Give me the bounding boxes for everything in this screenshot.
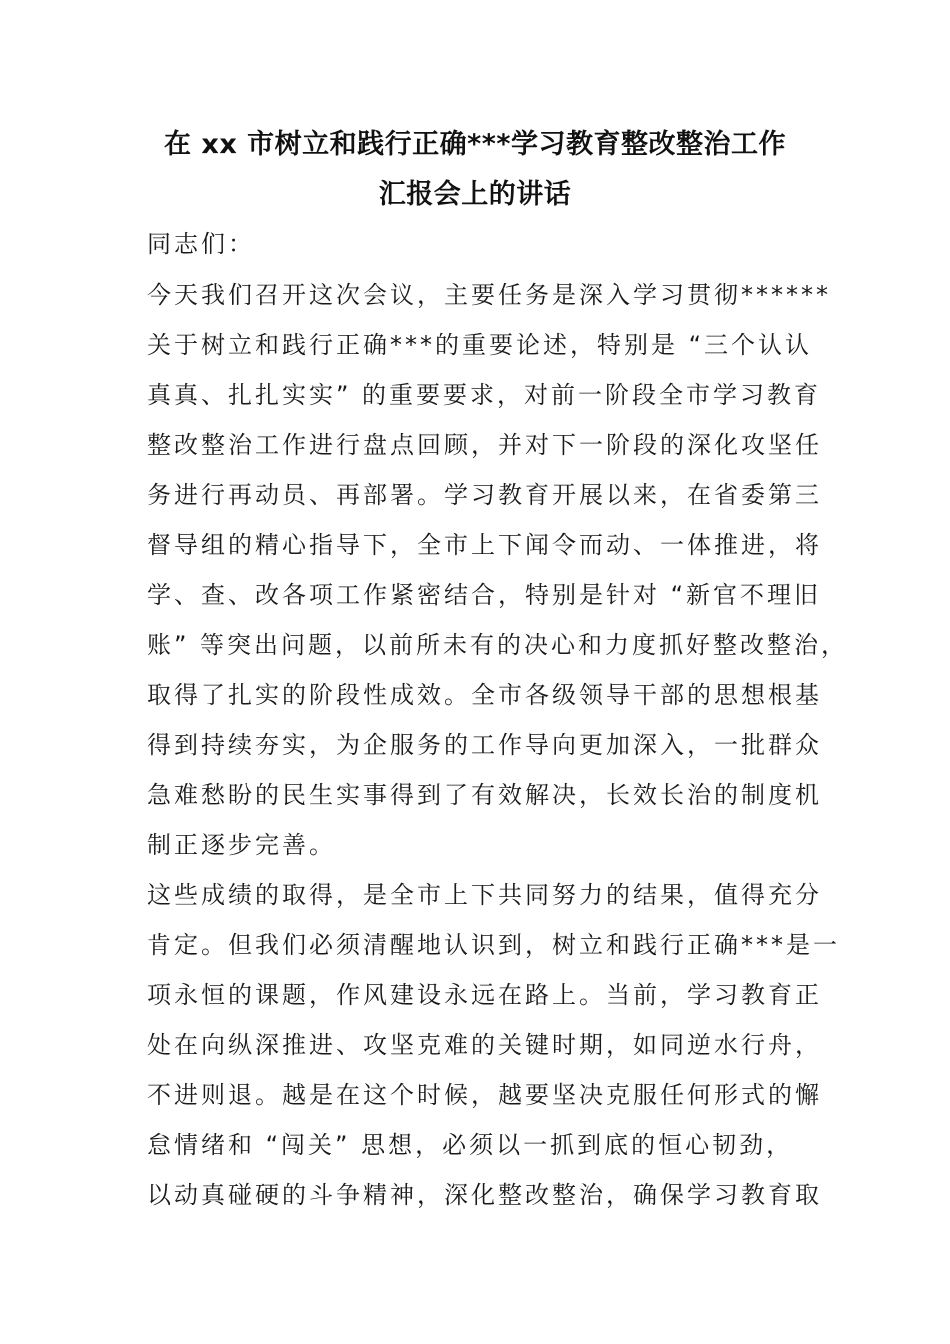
body-line: 督导组的精心指导下，全市上下闻令而动、一体推进，将 xyxy=(147,531,822,559)
document-title-line-2: 汇报会上的讲话 xyxy=(378,179,572,210)
body-line: 项永恒的课题，作风建设永远在路上。当前，学习教育正 xyxy=(147,981,822,1009)
body-line: 务进行再动员、再部署。学习教育开展以来，在省委第三 xyxy=(147,481,822,509)
body-line: 制正逐步完善。 xyxy=(147,831,336,859)
body-line: 账” 等突出问题，以前所未有的决心和力度抓好整改整治， xyxy=(147,631,849,659)
body-line: 取得了扎实的阶段性成效。全市各级领导干部的思想根基 xyxy=(147,681,822,709)
body-line: 真真、扎扎实实” 的重要要求，对前一阶段全市学习教育 xyxy=(147,381,822,409)
body-line: 今天我们召开这次会议，主要任务是深入学习贯彻****** xyxy=(147,281,831,309)
body-line: 关于树立和践行正确***的重要论述，特别是 “三个认认 xyxy=(147,331,813,359)
body-line: 怠情绪和 “闯关” 思想，必须以一抓到底的恒心韧劲， xyxy=(147,1131,794,1159)
body-line: 肯定。但我们必须清醒地认识到，树立和践行正确***是一 xyxy=(147,931,840,959)
body-line: 这些成绩的取得，是全市上下共同努力的结果，值得充分 xyxy=(147,881,822,909)
body-line: 急难愁盼的民生实事得到了有效解决，长效长治的制度机 xyxy=(147,781,822,809)
body-line: 不进则退。越是在这个时候，越要坚决克服任何形式的懈 xyxy=(147,1081,822,1109)
document-title-line-1: 在 xx 市树立和践行正确***学习教育整改整治工作 xyxy=(164,129,786,160)
body-line: 处在向纵深推进、攻坚克难的关键时期，如同逆水行舟， xyxy=(147,1031,822,1059)
body-line: 整改整治工作进行盘点回顾，并对下一阶段的深化攻坚任 xyxy=(147,431,822,459)
body-line: 以动真碰硬的斗争精神，深化整改整治，确保学习教育取 xyxy=(147,1181,822,1209)
body-line: 得到持续夯实，为企服务的工作导向更加深入，一批群众 xyxy=(147,731,822,759)
salutation: 同志们： xyxy=(147,230,255,258)
body-line: 学、查、改各项工作紧密结合，特别是针对 “新官不理旧 xyxy=(147,581,822,609)
